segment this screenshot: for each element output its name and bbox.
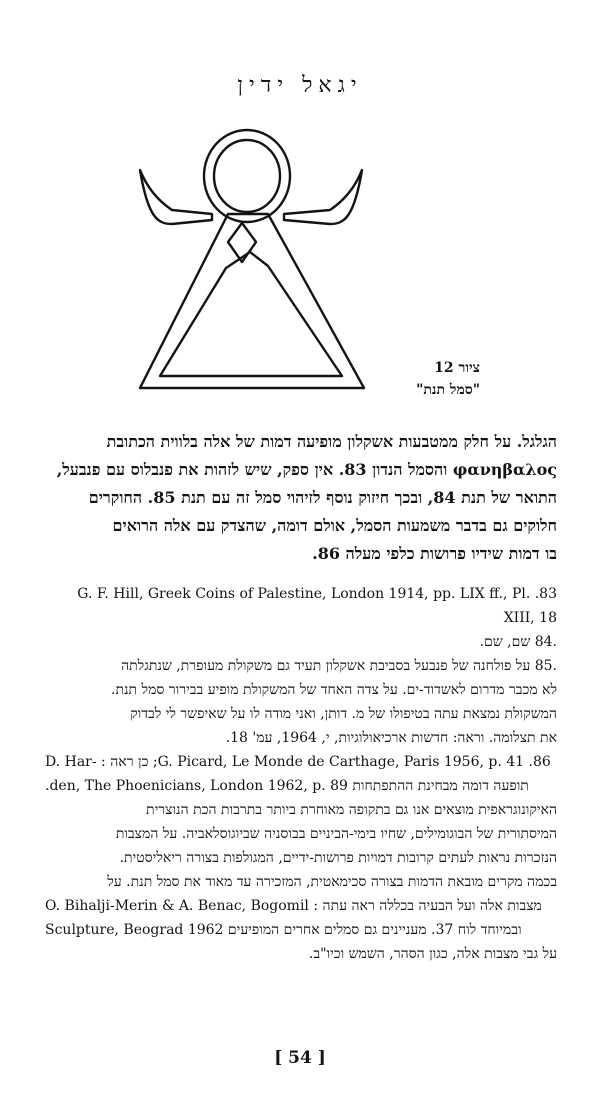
- footnote-line: הנזכרות נראות לעתים קרובות דמויות פרושות-ידיים, המגולפות בצורה ריאליסטית.: [119, 850, 557, 866]
- footnote-line: O. Bihalji-Merin & A. Benac, Bogomil : מצבות אלה ועל הבעיה בכללה ראה עתה: [45, 898, 542, 914]
- body-line: בו דמות שידיו פרושות כלפי מעלה 86.: [312, 544, 557, 563]
- footnote-line: המיסתורית של הבוגומילים, שחיו בימי-הביניים בבוסניה שביוגוסלאביה. על המצבות: [115, 826, 557, 842]
- footnote-line: לא מכבר מדרום לאשדוד-ים. על צדה האחד של המשקולת מופיע בבירור סמל תנת.: [111, 682, 557, 698]
- figure-title: "סמל תנת": [416, 382, 480, 398]
- footnote-line: .den, The Phoenicians, London 1962, p. 89 תופעה דומה מבחינת ההתפתחות: [45, 778, 529, 794]
- body-line: התואר של תנת 84, ובכך חיזוק נוסף לזיהוי סמל זה עם תנת 85. החוקרים: [88, 488, 557, 507]
- footnote-line: G. F. Hill, Greek Coins of Palestine, London 1914, pp. LIX ff., Pl. .83: [77, 586, 557, 602]
- body-line: חלוקים גם בדבר משמעות הסמל, אולם דומה, שהצדק עם אלה הרואים: [112, 516, 557, 535]
- body-line: φανηβαλος והסמל הנדון 83. אין ספק, שיש לזהות את פנבלוס עם פנבעל,: [56, 460, 557, 479]
- footnote-line: Sculpture, Beograd 1962 ובמיוחד לוח 37. מעניינים גם סמלים אחרים המופיעים: [45, 922, 522, 938]
- running-header: יגאל ידין: [237, 73, 363, 98]
- footnote-line: המשקולת נמצאת עתה בטיפולו של מ. דותן, ואני מודה לו על שאיפשר לי לבדוק: [130, 706, 557, 722]
- footnote-line: על גבי מצבות אלה, כגון הסהר, השמש וכיו"ב.: [308, 946, 557, 962]
- footnote-line: XIII, 18: [503, 610, 557, 626]
- body-line: הגלגל. על חלק ממטבעות אשקלון מופיעה דמות של אלה בלווית הכתובת: [106, 432, 557, 451]
- footnote-line: .84 שם, שם.: [479, 634, 557, 650]
- footnote-line: האיקונוגראפית מוצאים אנו גם בתקופה מאוחרת ביותר בתרבות הכת הנוצרית: [146, 802, 557, 818]
- body-paragraph: [45, 428, 557, 568]
- footnote-line: D. Har- : כן ראה ;G. Picard, Le Monde de Carthage, Paris 1956, p. 41 .86: [45, 754, 551, 770]
- page-number: [ 54 ]: [274, 1048, 326, 1068]
- footnote-line: בכמה מקרים מובאת הדמות בצורה סכימאטית, המזכירה עד מאוד את סמל תנת. על: [107, 874, 557, 890]
- footnote-line: את תצלומה. וראה: חדשות ארכיאולוגיות, י, 1964, עמ' 18.: [225, 730, 557, 746]
- footnotes: [45, 582, 557, 966]
- figure-number: ציור 12: [434, 360, 480, 376]
- footnote-line: .85 על פולחנה של פנבעל בסביבת אשקלון תעיד גם משקולת מעופרת, שנתגלתה: [121, 658, 557, 674]
- figure-caption: [370, 357, 480, 401]
